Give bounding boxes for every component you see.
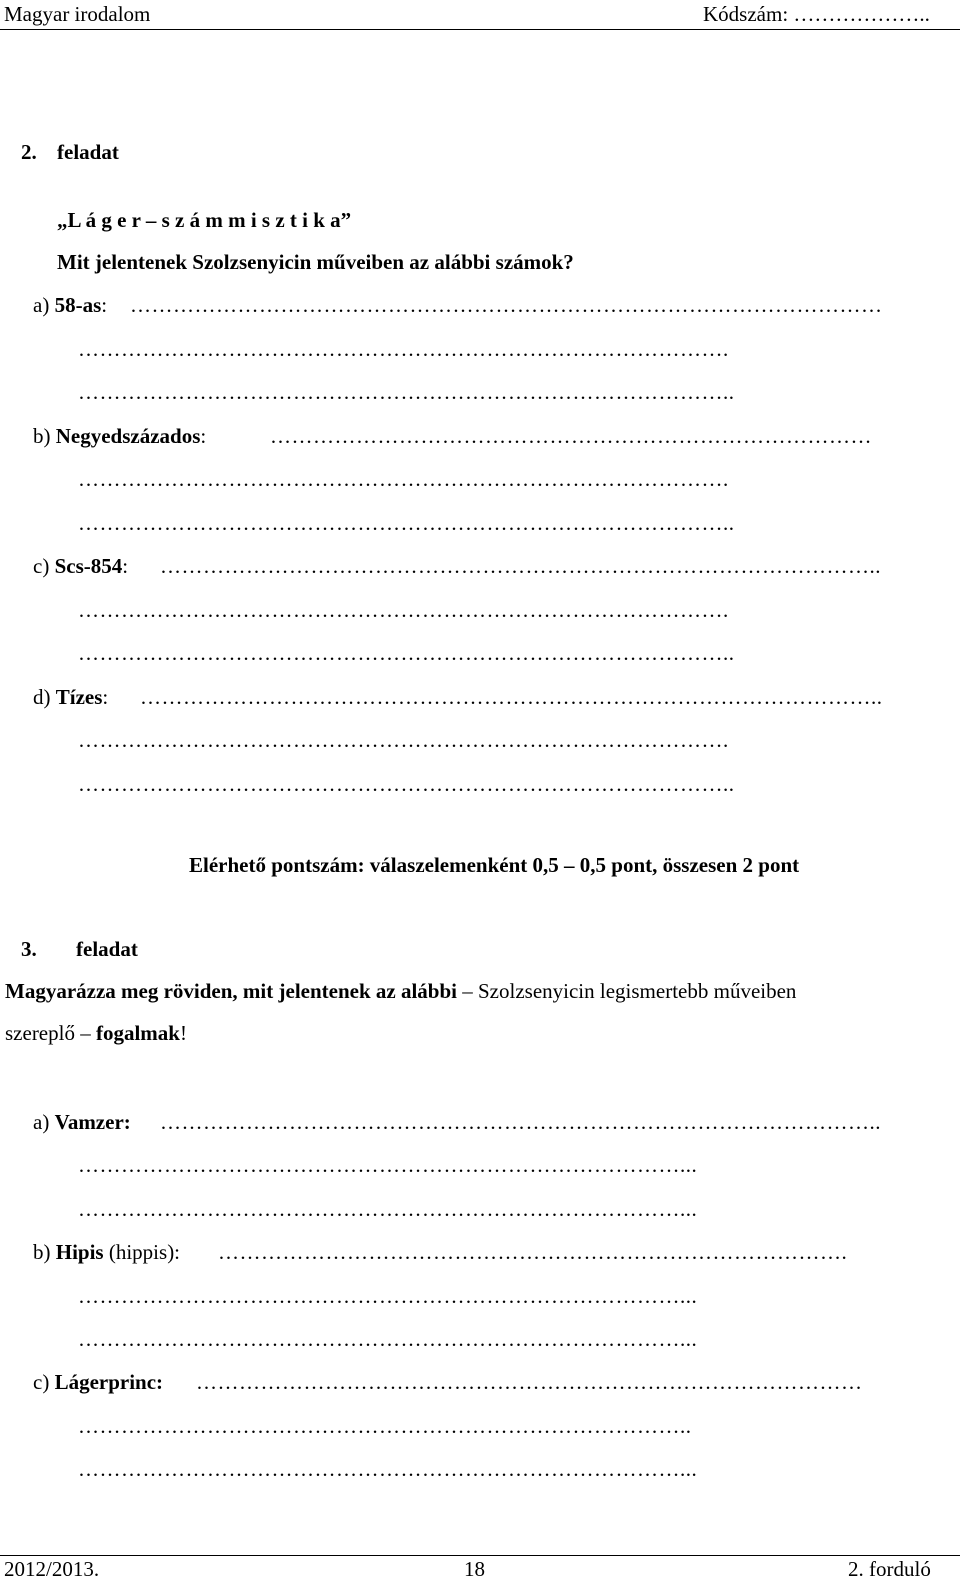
task2-item-d bbox=[33, 685, 108, 710]
answer-line[interactable]: …………………………………………………………………………... bbox=[78, 1153, 698, 1177]
answer-line[interactable]: …………………………………………………………………………... bbox=[78, 1457, 698, 1481]
task2-item-a bbox=[33, 293, 107, 318]
answer-line[interactable]: ………………………………………………………………………………. bbox=[78, 598, 729, 622]
answer-line[interactable]: …………………………………………………………………………... bbox=[78, 1327, 698, 1351]
item-colon: : bbox=[101, 293, 108, 317]
task3-instruction-line1 bbox=[5, 979, 796, 1004]
task2-question: Mit jelentenek Szolzsenyicin műveiben az alábbi számok? bbox=[57, 250, 574, 274]
answer-line[interactable]: …………………………………………………………………………... bbox=[78, 1284, 698, 1308]
instruction-bold: Magyarázza meg röviden, mit jelentenek az alábbi bbox=[5, 979, 457, 1003]
item-term: Hipis bbox=[55, 1240, 104, 1264]
item-letter: a) bbox=[33, 1110, 50, 1134]
task3-item-b bbox=[33, 1240, 180, 1265]
item-colon: : bbox=[122, 554, 129, 578]
instruction-normal: – Szolzsenyicin legismertebb műveiben bbox=[457, 979, 797, 1003]
instruction-normal: szereplő – bbox=[5, 1021, 96, 1045]
answer-line[interactable]: ……………………………………………………………………………….. bbox=[78, 641, 735, 665]
item-term: Lágerprinc: bbox=[54, 1370, 164, 1394]
answer-line[interactable]: ………………………………………………………………………………… bbox=[196, 1370, 863, 1394]
answer-line[interactable]: ……………………………………………………………………………. bbox=[218, 1240, 848, 1264]
task3-item-c bbox=[33, 1370, 163, 1395]
footer-page-number: 18 bbox=[464, 1557, 485, 1581]
item-letter: a) bbox=[33, 293, 50, 317]
task2-subtitle: „L á g e r – s z á m m i s z t i k a” bbox=[57, 208, 352, 232]
answer-line[interactable]: ………………………………………………………………………… bbox=[270, 424, 872, 448]
task2-item-b bbox=[33, 424, 206, 449]
answer-line[interactable]: ………………………………………………………………………….. bbox=[78, 1414, 692, 1438]
answer-line[interactable]: ……………………………………………………………………………………….. bbox=[160, 1110, 881, 1134]
answer-line[interactable]: …………………………………………………………………………………………… bbox=[130, 293, 883, 317]
task2-item-c bbox=[33, 554, 128, 579]
instruction-end: ! bbox=[179, 1021, 187, 1045]
task3-number: 3. bbox=[21, 937, 37, 961]
item-letter: b) bbox=[33, 1240, 51, 1264]
task3-instruction-line2 bbox=[5, 1021, 187, 1046]
header-code-label: Kódszám: ……………….. bbox=[703, 2, 930, 26]
item-term: Scs-854 bbox=[54, 554, 123, 578]
answer-line[interactable]: ………………………………………………………………………………………….. bbox=[140, 685, 883, 709]
item-term: Tízes bbox=[55, 685, 103, 709]
answer-line[interactable]: ……………………………………………………………………………………….. bbox=[160, 554, 881, 578]
header-subject: Magyar irodalom bbox=[4, 2, 151, 26]
header-rule bbox=[0, 29, 960, 30]
answer-line[interactable]: ……………………………………………………………………………….. bbox=[78, 511, 735, 535]
answer-line[interactable]: ………………………………………………………………………………. bbox=[78, 467, 729, 491]
answer-line[interactable]: ………………………………………………………………………………. bbox=[78, 728, 729, 752]
answer-line[interactable]: ……………………………………………………………………………….. bbox=[78, 772, 735, 796]
instruction-bold: fogalmak bbox=[95, 1021, 180, 1045]
item-letter: b) bbox=[33, 424, 51, 448]
item-extra: (hippis): bbox=[103, 1240, 181, 1264]
task2-score: Elérhető pontszám: válaszelemenként 0,5 – 0,5 pont, összesen 2 pont bbox=[189, 853, 800, 877]
item-term: Negyedszázados bbox=[55, 424, 201, 448]
item-term: 58-as bbox=[54, 293, 102, 317]
task2-title: feladat bbox=[57, 140, 119, 164]
item-term: Vamzer: bbox=[54, 1110, 131, 1134]
task2-number: 2. bbox=[21, 140, 37, 164]
answer-line[interactable]: ……………………………………………………………………………….. bbox=[78, 380, 735, 404]
answer-line[interactable]: ………………………………………………………………………………. bbox=[78, 337, 729, 361]
footer-round: 2. forduló bbox=[848, 1557, 931, 1581]
footer-year: 2012/2013. bbox=[4, 1557, 100, 1581]
item-colon: : bbox=[102, 685, 109, 709]
item-letter: c) bbox=[33, 554, 50, 578]
answer-line[interactable]: …………………………………………………………………………... bbox=[78, 1197, 698, 1221]
item-letter: c) bbox=[33, 1370, 50, 1394]
item-colon: : bbox=[200, 424, 207, 448]
task3-title: feladat bbox=[76, 937, 138, 961]
task3-item-a bbox=[33, 1110, 131, 1135]
item-letter: d) bbox=[33, 685, 51, 709]
footer-rule bbox=[0, 1555, 960, 1556]
